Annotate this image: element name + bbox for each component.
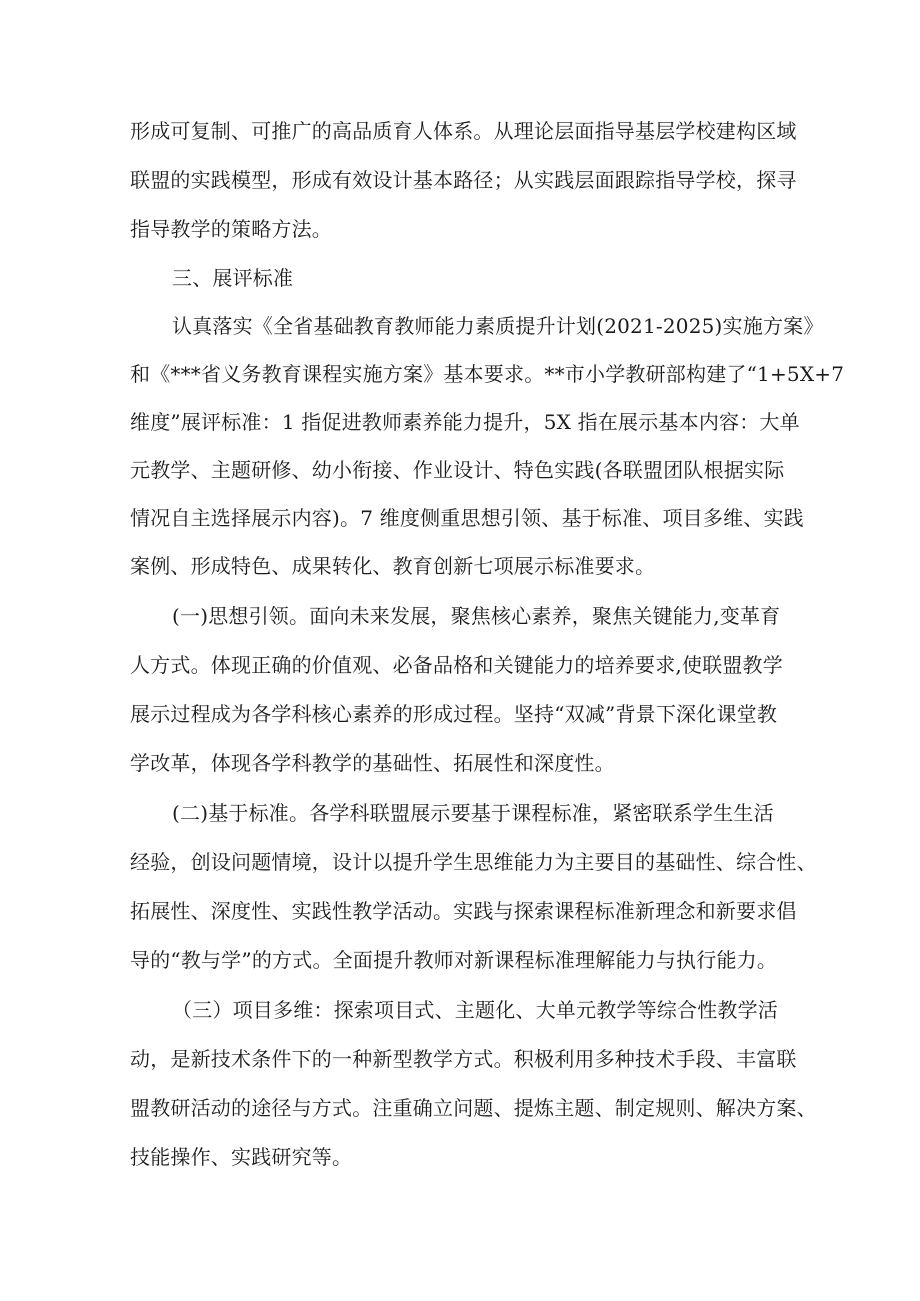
paragraph-line: 和《***省义务教育课程实施方案》基本要求。**市小学教研部构建了“1+5X+7 (130, 362, 845, 386)
paragraph-line: 人方式。体现正确的价值观、必备品格和关键能力的培养要求,使联盟教学 (130, 653, 783, 677)
paragraph-line: 案例、形成特色、成果转化、教育创新七项展示标准要求。 (130, 554, 656, 578)
paragraph-line: (二)基于标准。各学科联盟展示要基于课程标准，紧密联系学生生活 (172, 801, 774, 825)
paragraph-line: 元教学、主题研修、幼小衔接、作业设计、特色实践(各联盟团队根据实际 (130, 458, 785, 482)
paragraph-line: 形成可复制、可推广的高品质育人体系。从理论层面指导基层学校建构区域 (130, 119, 797, 143)
paragraph-line: 联盟的实践模型，形成有效设计基本路径；从实践层面跟踪指导学校，探寻 (130, 168, 797, 192)
paragraph-line: 经验，创设问题情境，设计以提升学生思维能力为主要目的基础性、综合性、 (130, 850, 817, 874)
paragraph-line: 导的“教与学”的方式。全面提升教师对新课程标准理解能力与执行能力。 (130, 948, 778, 972)
paragraph-line: 展示过程成为各学科核心素养的形成过程。坚持“双减”背景下深化课堂教 (130, 702, 778, 726)
paragraph-line: 学改革，体现各学科教学的基础性、拓展性和深度性。 (130, 751, 615, 775)
paragraph-line: （三）项目多维：探索项目式、主题化、大单元教学等综合性教学活 (172, 998, 778, 1022)
section-heading: 三、展评标准 (172, 266, 294, 290)
paragraph-line: 盟教研活动的途径与方式。注重确立问题、提炼主题、制定规则、解决方案、 (130, 1096, 817, 1120)
paragraph-line: 动，是新技术条件下的一种新型教学方式。积极利用多种技术手段、丰富联 (130, 1047, 797, 1071)
paragraph-line: 情况自主选择展示内容)。7 维度侧重思想引领、基于标准、项目多维、实践 (130, 506, 804, 530)
paragraph-line: 拓展性、深度性、实践性教学活动。实践与探索课程标准新理念和新要求倡 (130, 899, 797, 923)
paragraph-line: 维度”展评标准：1 指促进教师素养能力提升，5X 指在展示基本内容：大单 (130, 410, 800, 434)
paragraph-line: 认真落实《全省基础教育教师能力素质提升计划(2021-2025)实施方案》 (172, 314, 824, 338)
paragraph-line: 指导教学的策略方法。 (130, 217, 332, 241)
paragraph-line: (一)思想引领。面向未来发展，聚焦核心素养，聚焦关键能力,变革育 (172, 604, 781, 628)
paragraph-line: 技能操作、实践研究等。 (130, 1145, 353, 1169)
